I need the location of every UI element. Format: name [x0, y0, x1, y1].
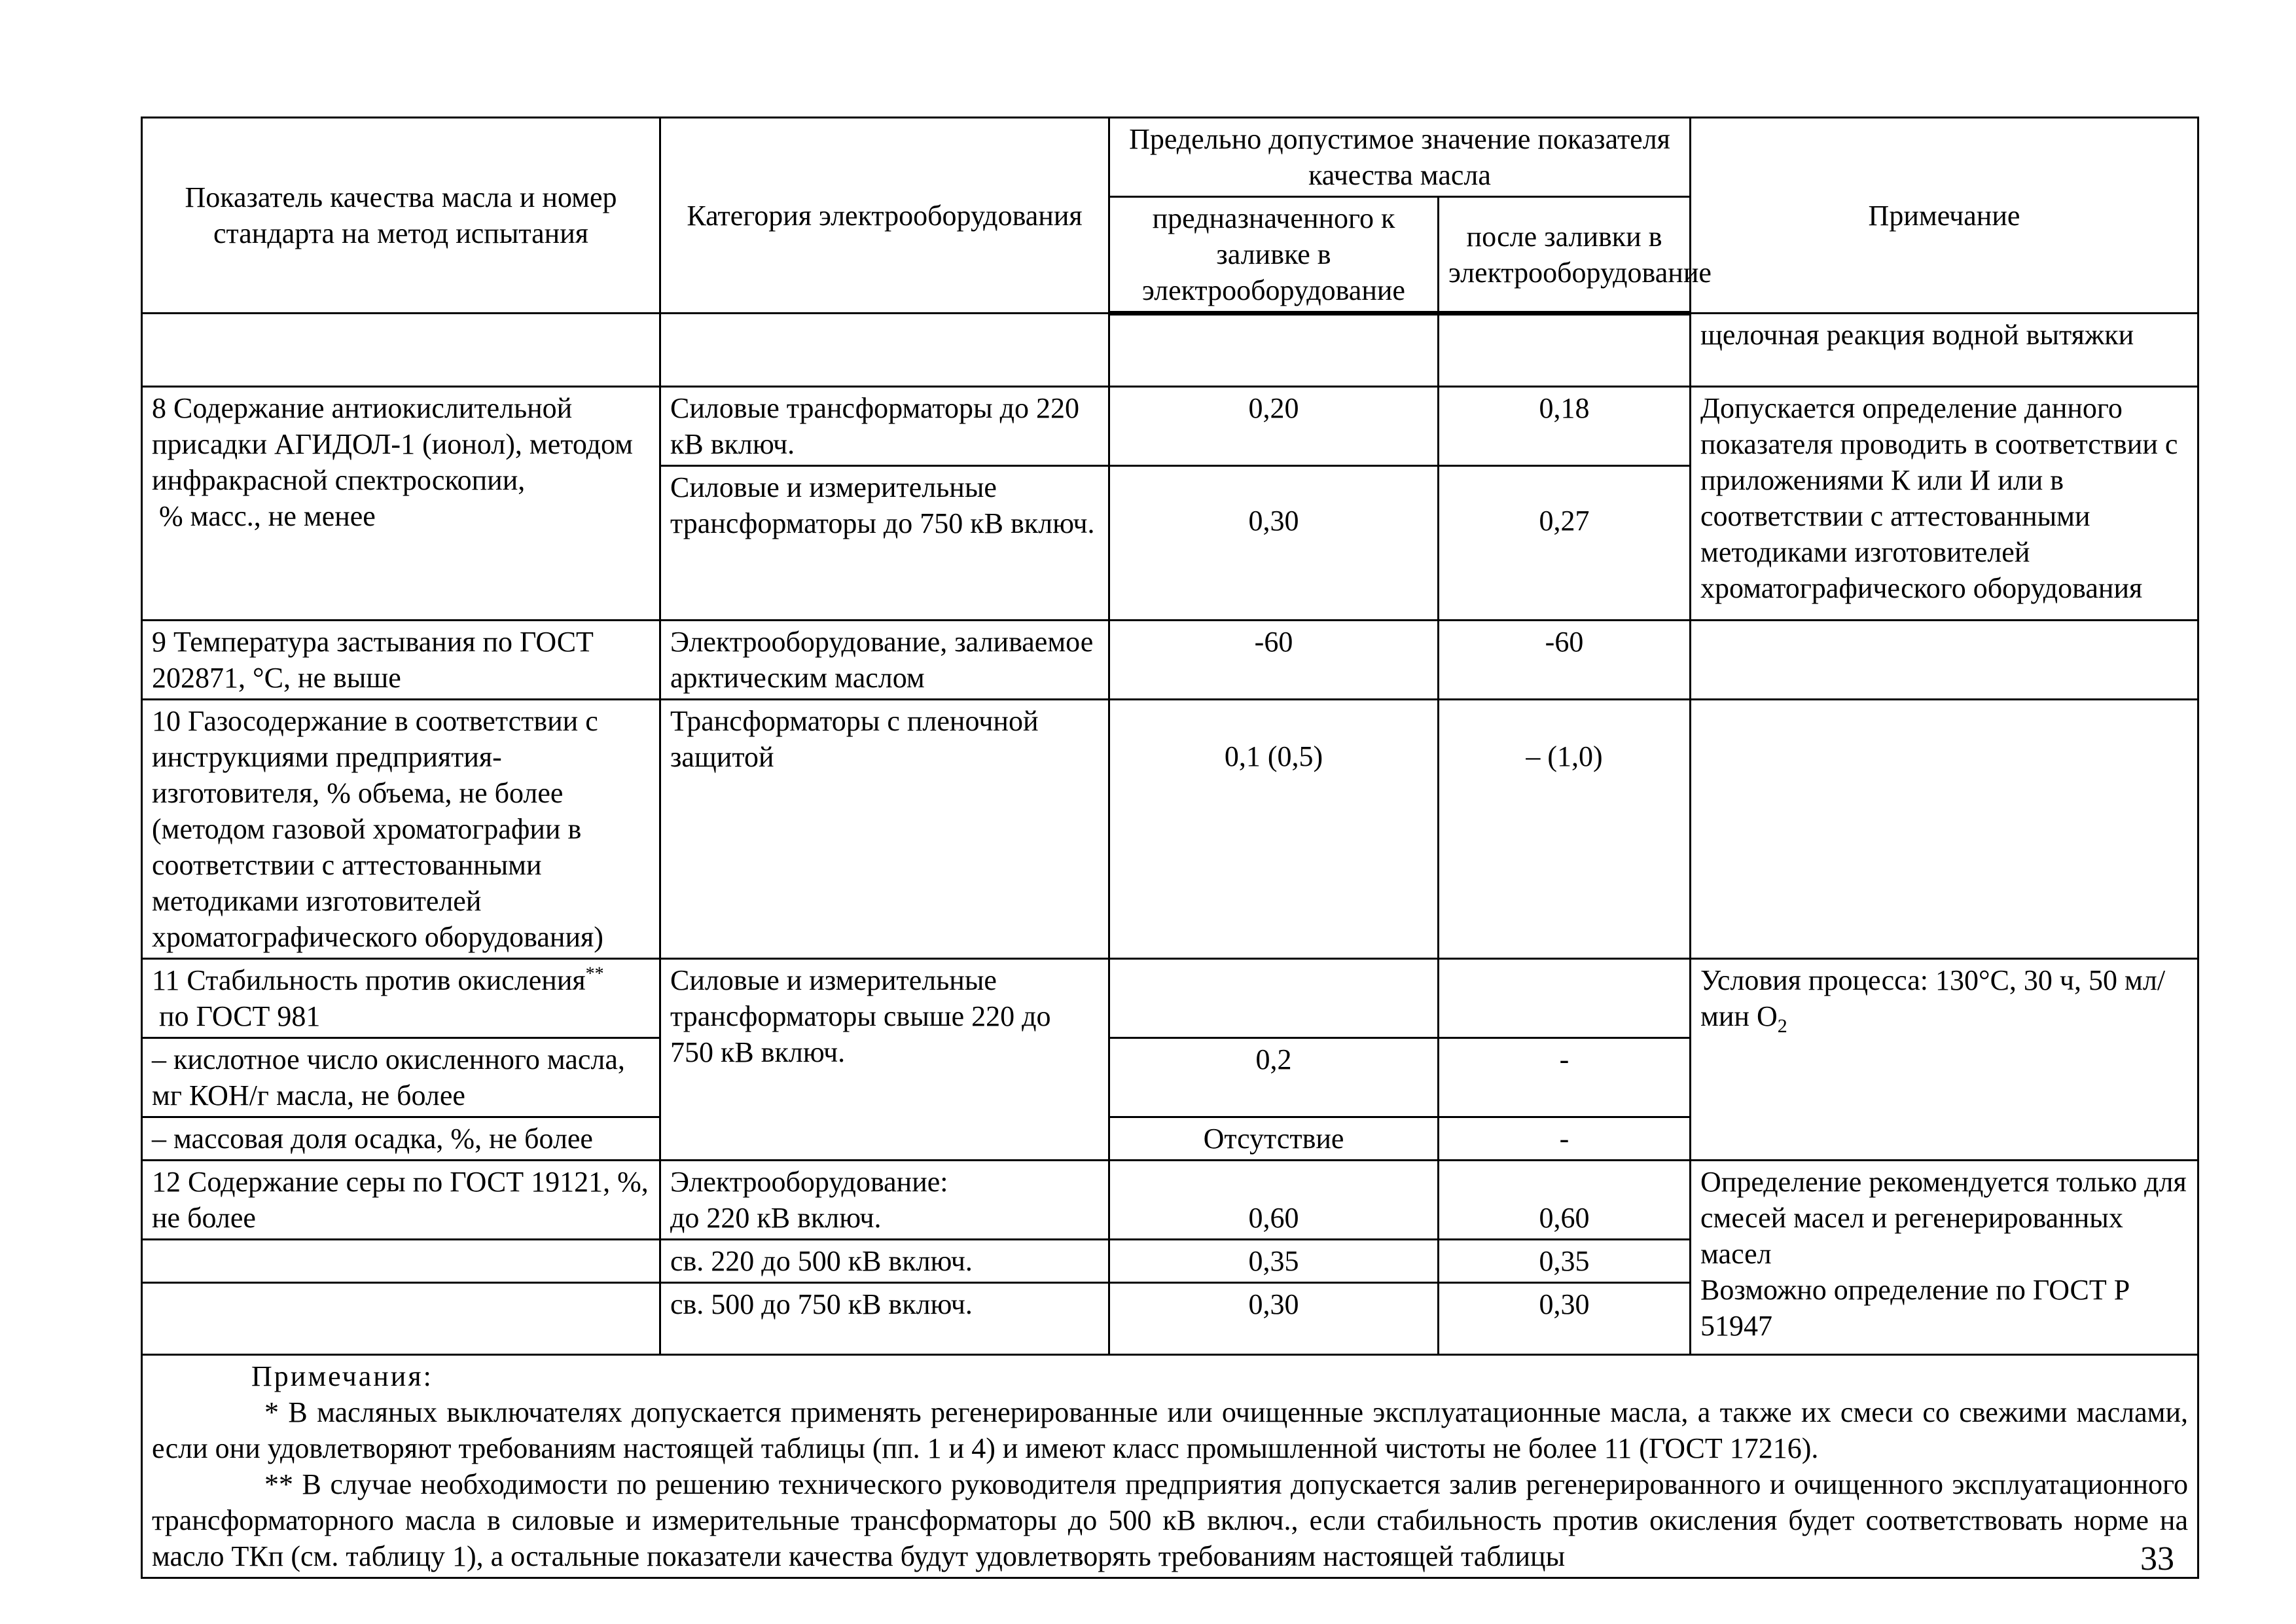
table-row-10 — [142, 700, 2198, 959]
cell-empty — [1109, 959, 1439, 1038]
category-12-title: Электрооборудование: — [670, 1166, 948, 1198]
header-category: Категория электрооборудования — [660, 118, 1109, 314]
table-row-8 — [142, 387, 2198, 466]
footnote-marker: ** — [585, 964, 604, 984]
cell-indicator-11b: – массовая доля осадка, %, не более — [142, 1117, 660, 1161]
header-indicator: Показатель качества масла и номер стандарта на метод испытания — [142, 118, 660, 314]
cell-indicator-11 — [142, 959, 660, 1038]
cell-indicator-12: 12 Содержание серы по ГОСТ 19121, %, не более — [142, 1161, 660, 1240]
cell-value-before: 0,30 — [1109, 1283, 1439, 1355]
note-12-text: Определение рекомендуется только для смесей масел и регенерированных масел — [1700, 1166, 2187, 1270]
cell-value-after: - — [1439, 1117, 1691, 1161]
category-12-item: до 220 кВ включ. — [670, 1202, 882, 1234]
cell-value-before: 0,30 — [1109, 466, 1439, 621]
notes-title: Примечания: — [251, 1360, 433, 1392]
cell-note-12 — [1691, 1161, 2198, 1355]
cell-value-before: -60 — [1109, 621, 1439, 700]
cell-empty — [142, 314, 660, 387]
cell-empty — [142, 1240, 660, 1283]
cell-value-before: 0,35 — [1109, 1240, 1439, 1283]
cell-indicator-8 — [142, 387, 660, 621]
cell-category — [660, 1161, 1109, 1240]
cell-empty — [1109, 314, 1439, 387]
table-row-notes — [142, 1355, 2198, 1578]
header-note: Примечание — [1691, 118, 2198, 314]
cell-empty — [1439, 959, 1691, 1038]
indicator-11-text: 11 Стабильность против окисления — [152, 964, 586, 996]
cell-value-before: 0,1 (0,5) — [1109, 700, 1439, 959]
indicator-11-tail: по ГОСТ 981 — [152, 1000, 321, 1032]
cell-value-after: - — [1439, 1038, 1691, 1117]
cell-note: щелочная реакция водной вытяжки — [1691, 314, 2198, 387]
cell-empty — [660, 314, 1109, 387]
header-after-filling: после заливки в электрооборудование — [1439, 197, 1691, 314]
indicator-8-text: 8 Содержание антиокислительной присадки АГИДОЛ-1 (ионол), методом инфракрасной спектроскопии, — [152, 392, 634, 496]
table-row-11 — [142, 959, 2198, 1038]
cell-value-after: 0,27 — [1439, 466, 1691, 621]
cell-category: Силовые трансформаторы до 220 кВ включ. — [660, 387, 1109, 466]
table-row-continuation — [142, 314, 2198, 387]
cell-indicator-11a: – кислотное число окисленного масла, мг КОН/г масла, не более — [142, 1038, 660, 1117]
cell-category: Силовые и измерительные трансформаторы до 750 кВ включ. — [660, 466, 1109, 621]
notes-cell — [142, 1355, 2198, 1578]
note-11-subscript: 2 — [1777, 1015, 1787, 1037]
cell-note — [1691, 700, 2198, 959]
note-1: * В масляных выключателях допускается применять регенерированные или очищенные эксплуатационные масла, а также их смеси со свежими маслами, если они удовлетворяют требованиям настоящей таблицы (пп. 1 и 4) и имеют класс промышленной чистоты не более 11 (ГОСТ 17216). — [152, 1396, 2188, 1464]
note-2: ** В случае необходимости по решению технического руководителя предприятия допускается залив регенерированного и очищенного эксплуатационного трансформаторного масла в силовые и измерительные трансформаторы до 500 кВ включ., если стабильность против окисления будет соответствовать норме на масло ТКп (см. таблицу 1), а остальные показатели качества будут удовлетворять требованиям настоящей таблицы — [152, 1468, 2188, 1572]
cell-value-after: 0,35 — [1439, 1240, 1691, 1283]
page-number: 33 — [2140, 1540, 2174, 1578]
note-12-text-2: Возможно определение по ГОСТ Р 51947 — [1700, 1274, 2130, 1342]
cell-value-after: 0,60 — [1439, 1161, 1691, 1240]
cell-empty — [142, 1283, 660, 1355]
header-before-filling: предназначенного к заливке в электрооборудование — [1109, 197, 1439, 314]
oil-quality-table — [141, 117, 2199, 1579]
cell-note-8: Допускается определение данного показателя проводить в соответствии с приложениями К или И или в соответствии с аттестованными методиками изготовителей хроматографического оборудования — [1691, 387, 2198, 621]
cell-category: Силовые и измерительные трансформаторы свыше 220 до 750 кВ включ. — [660, 959, 1109, 1161]
cell-note — [1691, 621, 2198, 700]
cell-value-after: 0,30 — [1439, 1283, 1691, 1355]
cell-category: св. 500 до 750 кВ включ. — [660, 1283, 1109, 1355]
cell-note-11 — [1691, 959, 2198, 1161]
cell-empty — [1439, 314, 1691, 387]
cell-value-before: 0,20 — [1109, 387, 1439, 466]
cell-value-before: 0,2 — [1109, 1038, 1439, 1117]
cell-category: Трансформаторы с пленочной защитой — [660, 700, 1109, 959]
indicator-8-unit: % масс., не менее — [152, 500, 376, 532]
table-row-12 — [142, 1161, 2198, 1240]
note-11-text: Условия процесса: 130°С, 30 ч, 50 мл/мин О — [1700, 964, 2166, 1032]
cell-category: Электрооборудование, заливаемое арктическим маслом — [660, 621, 1109, 700]
cell-value-before: Отсутствие — [1109, 1117, 1439, 1161]
table-row-9 — [142, 621, 2198, 700]
cell-indicator-10: 10 Газосодержание в соответствии с инструкциями предприятия-изготовителя, % объема, не более (методом газовой хроматографии в соответствии с аттестованными методиками изготовителей хроматографического оборудования) — [142, 700, 660, 959]
cell-value-after: – (1,0) — [1439, 700, 1691, 959]
cell-value-after: -60 — [1439, 621, 1691, 700]
cell-value-after: 0,18 — [1439, 387, 1691, 466]
header-limit-value: Предельно допустимое значение показателя качества масла — [1109, 118, 1691, 197]
cell-indicator-9: 9 Температура застывания по ГОСТ 202871, °С, не выше — [142, 621, 660, 700]
cell-category: св. 220 до 500 кВ включ. — [660, 1240, 1109, 1283]
cell-value-before: 0,60 — [1109, 1161, 1439, 1240]
